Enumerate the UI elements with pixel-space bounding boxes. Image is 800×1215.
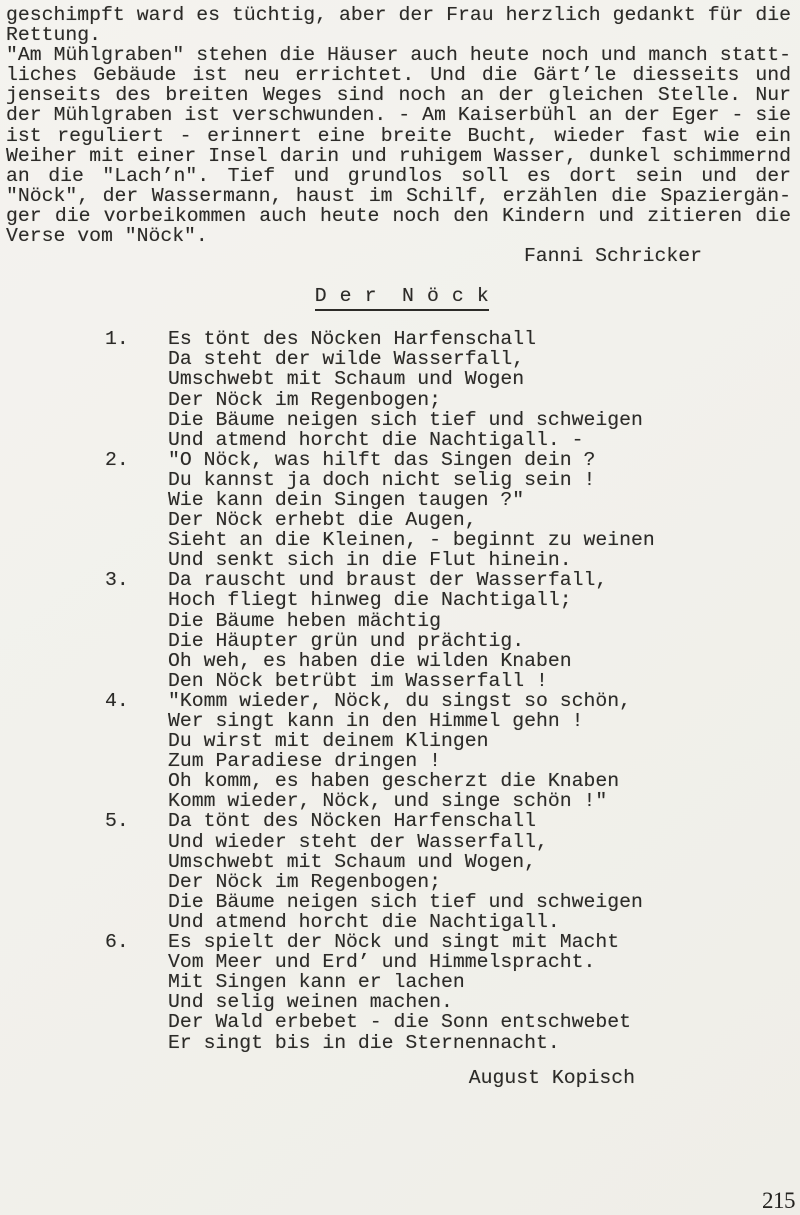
verse-line: Es spielt der Nöck und singt mit Macht	[168, 931, 620, 954]
verse-number	[105, 410, 168, 430]
verse-number	[105, 430, 168, 450]
verse-number	[105, 490, 168, 510]
verse-line-row	[6, 530, 800, 550]
verse-line: Vom Meer und Erd’ und Himmelspracht.	[168, 951, 596, 974]
verse-line-row	[6, 631, 800, 651]
verse-line-row	[6, 912, 800, 932]
verse-line-row	[6, 450, 800, 470]
verse-number: 5.	[105, 810, 129, 833]
paragraph-line: "Nöck", der Wassermann, haust im Schilf, erzählen die Spaziergän-	[6, 184, 791, 207]
verse-line: Wer singt kann in den Himmel gehn !	[168, 710, 584, 732]
verse-number	[105, 590, 168, 610]
paragraph-line: ist reguliert - erinnert eine breite Bucht, wieder fast wie ein	[6, 124, 791, 147]
verse-line: Der Nöck im Regenbogen;	[168, 870, 442, 893]
verse-line-row	[6, 390, 800, 410]
verse-number	[105, 852, 168, 872]
verse-line-row	[6, 369, 800, 389]
poem-title: D e r N ö c k	[315, 286, 490, 311]
verse-line-row	[6, 992, 800, 1012]
verse-line: Zum Paradiese dringen !	[168, 750, 442, 773]
verse-line-row	[6, 510, 800, 530]
verse-number	[105, 872, 168, 892]
paragraph-line: "Am Mühlgraben" stehen die Häuser auch heute noch und manch statt-	[6, 44, 791, 67]
verse-number	[105, 550, 168, 570]
verse-number	[105, 530, 168, 550]
verse-line: Da steht der wilde Wasserfall,	[168, 348, 525, 371]
verse-line: Oh komm, es haben gescherzt die Knaben	[168, 770, 620, 793]
verse-line: Komm wieder, Nöck, und singe schön !"	[168, 790, 608, 813]
intro-text-block	[6, 5, 791, 246]
verse-number	[105, 631, 168, 651]
verse-line: Er singt bis in die Sternennacht.	[168, 1031, 560, 1054]
intro-attribution: Fanni Schricker	[523, 245, 702, 268]
verse-line: Oh weh, es haben die wilden Knaben	[168, 649, 572, 672]
paragraph-line: liches Gebäude ist neu errichtet. Und die Gärt’le diesseits und	[6, 64, 791, 87]
paragraph-line: an die "Lach’n". Tief und grundlos soll es dort sein und der	[6, 164, 791, 187]
poem-attribution: August Kopisch	[468, 1066, 635, 1089]
poem-title-row	[6, 286, 791, 312]
verse-line: Du kannst ja doch nicht selig sein !	[168, 468, 596, 491]
verse-number: 4.	[105, 689, 129, 712]
verse-line-row	[6, 410, 800, 430]
verse-line-row	[6, 972, 800, 992]
verse-line-row	[6, 872, 800, 892]
verse-line-row	[6, 711, 800, 731]
verse-line-row	[6, 550, 800, 570]
verse-line: Umschwebt mit Schaum und Wogen	[168, 368, 525, 391]
paragraph-line: jenseits des breiten Weges sind noch an der gleichen Stelle. Nur	[6, 84, 791, 107]
verse-number	[105, 651, 168, 671]
verse-line-row	[6, 691, 800, 711]
verse-line-row	[6, 731, 800, 751]
verse-line: "O Nöck, was hilft das Singen dein ?	[168, 448, 596, 471]
verse-number	[105, 992, 168, 1012]
verse-number	[105, 470, 168, 490]
verse-line-row	[6, 811, 800, 831]
verse-line-row	[6, 490, 800, 510]
verse-line-row	[6, 771, 800, 791]
page-number: 215	[762, 1188, 795, 1213]
verse-line-row	[6, 791, 800, 811]
verse-number	[105, 671, 168, 691]
verse-line-row	[6, 611, 800, 631]
verse-number	[105, 771, 168, 791]
verse-line: Mit Singen kann er lachen	[168, 971, 465, 994]
paragraph-line: Verse vom "Nöck".	[6, 225, 208, 248]
verse-line: Sieht an die Kleinen, - beginnt zu weinen	[168, 529, 655, 552]
verse-line-row	[6, 430, 800, 450]
verse-line-row	[6, 651, 800, 671]
verse-number	[105, 892, 168, 912]
verse-line-row	[6, 751, 800, 771]
paragraph-line: der Mühlgraben ist verschwunden. - Am Kaiserbühl an der Eger - sie	[6, 104, 791, 127]
verse-number	[105, 711, 168, 731]
verse-line-row	[6, 1012, 800, 1032]
verse-line-row	[6, 952, 800, 972]
poem-block	[6, 329, 800, 1052]
verse-number	[105, 611, 168, 631]
verse-line: Und wieder steht der Wasserfall,	[168, 830, 548, 853]
paragraph-line: Weiher mit einer Insel darin und ruhigem Wasser, dunkel schimmernd	[6, 144, 791, 167]
verse-number	[105, 349, 168, 369]
verse-line: Da tönt des Nöcken Harfenschall	[168, 810, 536, 833]
verse-line: Da rauscht und braust der Wasserfall,	[168, 569, 608, 592]
verse-line: Und atmend horcht die Nachtigall.	[168, 910, 560, 933]
verse-number	[105, 1033, 168, 1053]
verse-line: Die Bäume heben mächtig	[168, 609, 442, 632]
verse-number	[105, 972, 168, 992]
paragraph-line: ger die vorbeikommen auch heute noch den Kindern und zitieren die	[6, 204, 791, 227]
verse-number	[105, 369, 168, 389]
verse-line: Und selig weinen machen.	[168, 991, 453, 1014]
verse-number	[105, 731, 168, 751]
verse-number	[105, 390, 168, 410]
verse-line-row	[6, 832, 800, 852]
verse-line: Wie kann dein Singen taugen ?"	[168, 488, 525, 511]
paragraph-line: geschimpft ward es tüchtig, aber der Frau herzlich gedankt für die	[6, 4, 791, 26]
verse-line: Umschwebt mit Schaum und Wogen,	[168, 850, 536, 873]
verse-number: 3.	[105, 569, 129, 592]
verse-number	[105, 791, 168, 811]
verse-number	[105, 510, 168, 530]
verse-number: 1.	[105, 328, 129, 351]
verse-line: Und atmend horcht die Nachtigall. -	[168, 428, 584, 451]
verse-line-row	[6, 892, 800, 912]
verse-line-row	[6, 852, 800, 872]
verse-line-row	[6, 470, 800, 490]
verse-line-row	[6, 590, 800, 610]
verse-line: Die Häupter grün und prächtig.	[168, 629, 525, 652]
paragraph-line: Rettung.	[6, 24, 101, 47]
verse-line-row	[6, 349, 800, 369]
verse-line-row	[6, 671, 800, 691]
verse-number	[105, 952, 168, 972]
verse-number: 6.	[105, 931, 129, 954]
verse-line: Du wirst mit deinem Klingen	[168, 730, 489, 753]
verse-number	[105, 751, 168, 771]
verse-line: "Komm wieder, Nöck, du singst so schön,	[168, 689, 631, 712]
verse-line: Und senkt sich in die Flut hinein.	[168, 549, 572, 572]
verse-number: 2.	[105, 448, 129, 471]
verse-line: Der Nöck erhebt die Augen,	[168, 509, 477, 532]
verse-number	[105, 912, 168, 932]
verse-number	[105, 832, 168, 852]
verse-line-row	[6, 932, 800, 952]
verse-number	[105, 1012, 168, 1032]
verse-line: Der Nöck im Regenbogen;	[168, 388, 442, 411]
verse-line: Hoch fliegt hinweg die Nachtigall;	[168, 589, 572, 612]
verse-line: Die Bäume neigen sich tief und schweigen	[168, 408, 643, 431]
verse-line: Der Wald erbebet - die Sonn entschwebet	[168, 1011, 631, 1034]
verse-line-row	[6, 1033, 800, 1053]
verse-line-row	[6, 570, 800, 590]
verse-line: Den Nöck betrübt im Wasserfall !	[168, 669, 548, 692]
verse-line-row	[6, 329, 800, 349]
verse-line: Die Bäume neigen sich tief und schweigen	[168, 890, 643, 913]
verse-line: Es tönt des Nöcken Harfenschall	[168, 328, 536, 351]
